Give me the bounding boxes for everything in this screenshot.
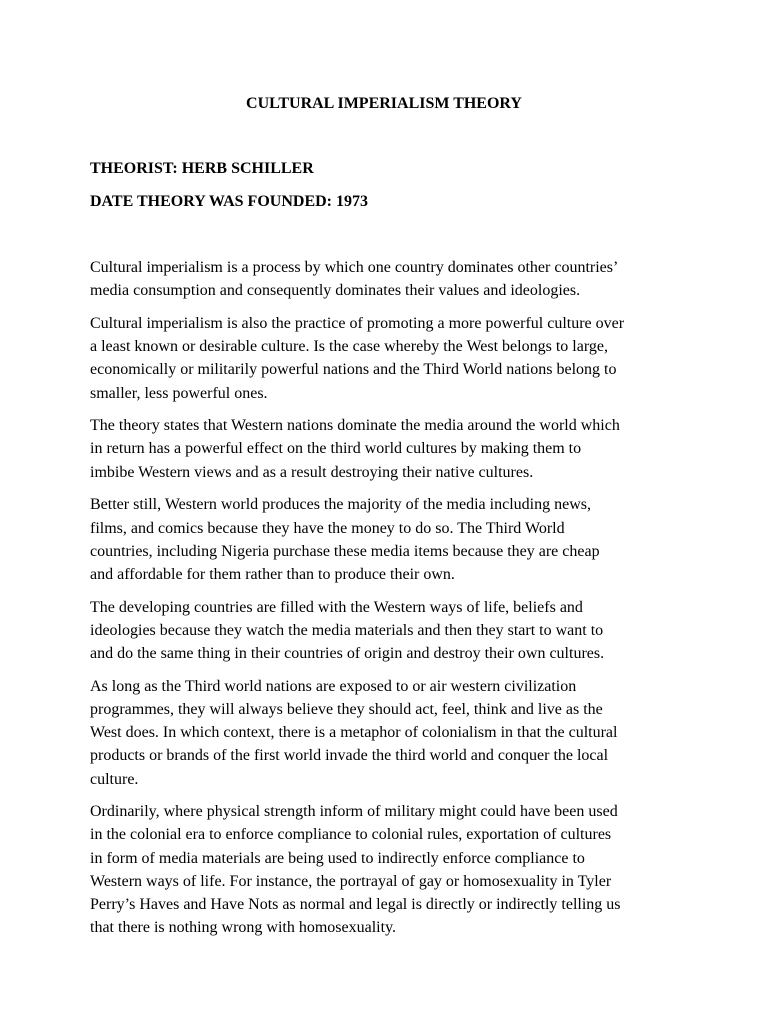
text-line: programmes, they will always believe they should act, feel, think and live as the <box>90 700 603 718</box>
paragraph-3 <box>90 414 690 484</box>
text-line: ideologies because they watch the media materials and then they start to want to <box>90 621 604 639</box>
text-line: Cultural imperialism is also the practice of promoting a more powerful culture over <box>90 314 625 332</box>
paragraph-2 <box>90 312 690 405</box>
text-line: products or brands of the first world invade the third world and conquer the local <box>90 747 609 765</box>
date-founded-line: DATE THEORY WAS FOUNDED: 1973 <box>90 193 368 210</box>
text-line: media consumption and consequently dominates their values and ideologies. <box>90 282 581 300</box>
text-line: Better still, Western world produces the majority of the media including news, <box>90 496 591 514</box>
text-line: Cultural imperialism is a process by which one country dominates other countries’ <box>90 259 619 276</box>
document-title: CULTURAL IMPERIALISM THEORY <box>246 95 522 112</box>
text-line: imbibe Western views and as a result destroying their native cultures. <box>90 463 534 481</box>
text-line: in form of media materials are being used to indirectly enforce compliance to <box>90 849 585 867</box>
text-line: and do the same thing in their countries of origin and destroy their own cultures. <box>90 645 605 663</box>
text-line: Western ways of life. For instance, the portrayal of gay or homosexuality in Tyler <box>90 872 612 890</box>
document-body <box>90 256 690 949</box>
text-line: in return has a powerful effect on the third world cultures by making them to <box>90 440 582 458</box>
text-line: culture. <box>90 770 139 788</box>
paragraph-5 <box>90 596 690 666</box>
paragraph-4 <box>90 493 690 586</box>
text-line: The theory states that Western nations dominate the media around the world which <box>90 417 620 435</box>
text-line: and affordable for them rather than to produce their own. <box>90 565 455 583</box>
text-line: that there is nothing wrong with homosexuality. <box>90 919 397 937</box>
text-line: smaller, less powerful ones. <box>90 384 268 402</box>
paragraph-7 <box>90 800 690 939</box>
text-line: countries, including Nigeria purchase these media items because they are cheap <box>90 542 600 560</box>
text-line: Ordinarily, where physical strength inform of military might could have been used <box>90 803 618 821</box>
text-line: economically or militarily powerful nations and the Third World nations belong to <box>90 361 617 379</box>
text-line: As long as the Third world nations are exposed to or air western civilization <box>90 677 577 695</box>
text-line: West does. In which context, there is a metaphor of colonialism in that the cultural <box>90 724 618 742</box>
paragraph-6 <box>90 675 690 791</box>
text-line: The developing countries are filled with the Western ways of life, beliefs and <box>90 598 583 616</box>
text-line: a least known or desirable culture. Is the case whereby the West belongs to large, <box>90 338 608 356</box>
paragraph-1 <box>90 256 690 302</box>
text-line: in the colonial era to enforce compliance to colonial rules, exportation of cultures <box>90 826 612 844</box>
text-line: Perry’s Haves and Have Nots as normal and legal is directly or indirectly telling us <box>90 896 621 914</box>
theorist-line: THEORIST: HERB SCHILLER <box>90 160 314 177</box>
text-line: films, and comics because they have the money to do so. The Third World <box>90 519 565 537</box>
